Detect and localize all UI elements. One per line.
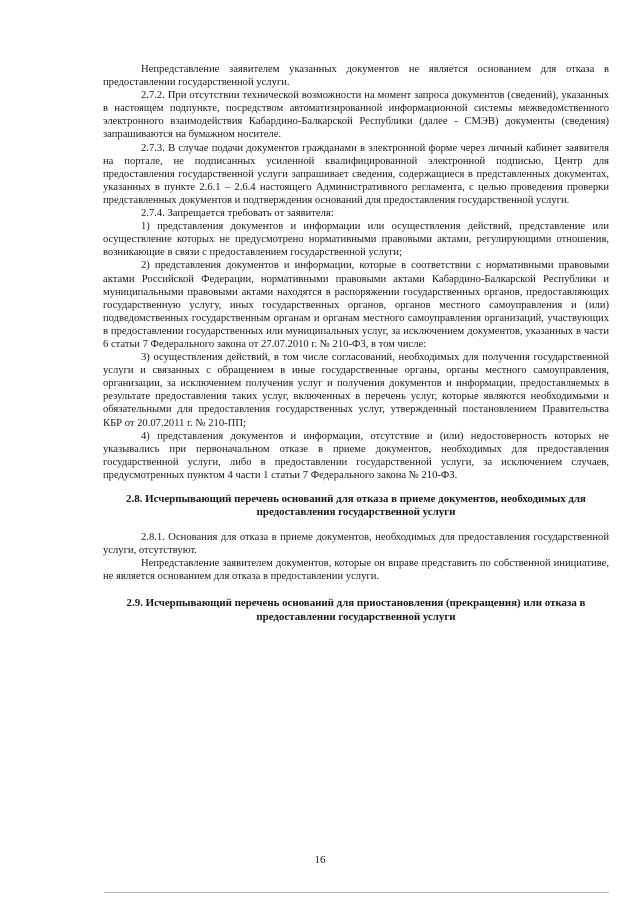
page-number: 16 bbox=[314, 854, 326, 866]
list-item-1: 1) представления документов и информации или осуществления действий, представление или осуществление которых не предусмотрено нормативными правовыми актами, регулирующими отношения, возникающие в связи с предоставлением государственной услуги; bbox=[103, 221, 609, 259]
list-item-3: 3) осуществления действий, в том числе согласований, необходимых для получения государственной услуги и связанных с обращением в иные государственные органы, органы местного самоуправления, организации, за исключением получения услуг и получения документов и информации, предоставляемых в результате предоставления таких услуг, включенных в перечень услуг, которые являются необходимыми и обязательными для предоставления государственных услуг, утвержденный постановлением Правительства КБР от 20.07.2011 г. № 210-ПП; bbox=[103, 352, 609, 429]
paragraph-2-7-2: 2.7.2. При отсутствии технической возможности на момент запроса документов (сведений), указанных в настоящем подпункте, посредством автоматизированной информационной системы межведомственного электронного взаимодействия Кабардино-Балкарской Республики (далее - СМЭВ) документы (сведения) запрашиваются на бумажном носителе. bbox=[103, 90, 609, 141]
paragraph-note: Непредставление заявителем указанных документов не является основанием для отказа в предоставлении государственной услуги. bbox=[103, 64, 609, 89]
paragraph-2-8-1: 2.8.1. Основания для отказа в приеме документов, необходимых для предоставления государственной услуги, отсутствуют. bbox=[103, 531, 609, 556]
paragraph-2-7-4: 2.7.4. Запрещается требовать от заявителя: bbox=[141, 208, 334, 220]
section-heading-2-8: 2.8. Исчерпывающий перечень оснований для отказа в приеме документов, необходимых для предоставления государственной услуги bbox=[126, 493, 586, 519]
section-heading-2-9: 2.9. Исчерпывающий перечень оснований для приостановления (прекращения) или отказа в предоставлении государственной услуги bbox=[126, 597, 586, 623]
list-item-4: 4) представления документов и информации, отсутствие и (или) недостоверность которых не указывались при первоначальном отказе в приеме документов, необходимых для предоставления государственной услуги, либо в предоставлении государственной услуги, за исключением случаев, предусмотренных пунктом 4 части 1 статьи 7 Федерального закона № 210-ФЗ. bbox=[103, 430, 609, 481]
page-body bbox=[103, 63, 609, 624]
paragraph-2-8-note: Непредставление заявителем документов, которые он вправе представить по собственной инициативе, не является основанием для отказа в предоставлении услуги. bbox=[103, 558, 609, 583]
list-item-2: 2) представления документов и информации, которые в соответствии с нормативными правовыми актами Российской Федерации, нормативными правовыми актами Кабардино-Балкарской Республики и муниципальными правовыми актами находятся в распоряжении государственных органов, предоставляющих государственную услугу, иных государственных органов, органов местного самоуправления и (или) подведомственных государственным органам и органам местного самоуправления организаций, участвующих в предоставлении государственных или муниципальных услуг, за исключением документов, указанных в части 6 статьи 7 Федерального закона от 27.07.2010 г. № 210-ФЗ, в том числе: bbox=[103, 260, 609, 350]
footer-divider bbox=[104, 892, 609, 893]
paragraph-2-7-3: 2.7.3. В случае подачи документов гражданами в электронной форме через личный кабинет заявителя на портале, не подписанных усиленной квалифицированной электронной подписью, Центр для предоставления государственной услуги запрашивает сведения, содержащиеся в представленных документах, указанных в пункте 2.6.1 – 2.6.4 настоящего Административного регламента, с целью проведения проверки представленных документов и подтверждения оснований для предоставления государственной услуги. bbox=[103, 142, 609, 206]
